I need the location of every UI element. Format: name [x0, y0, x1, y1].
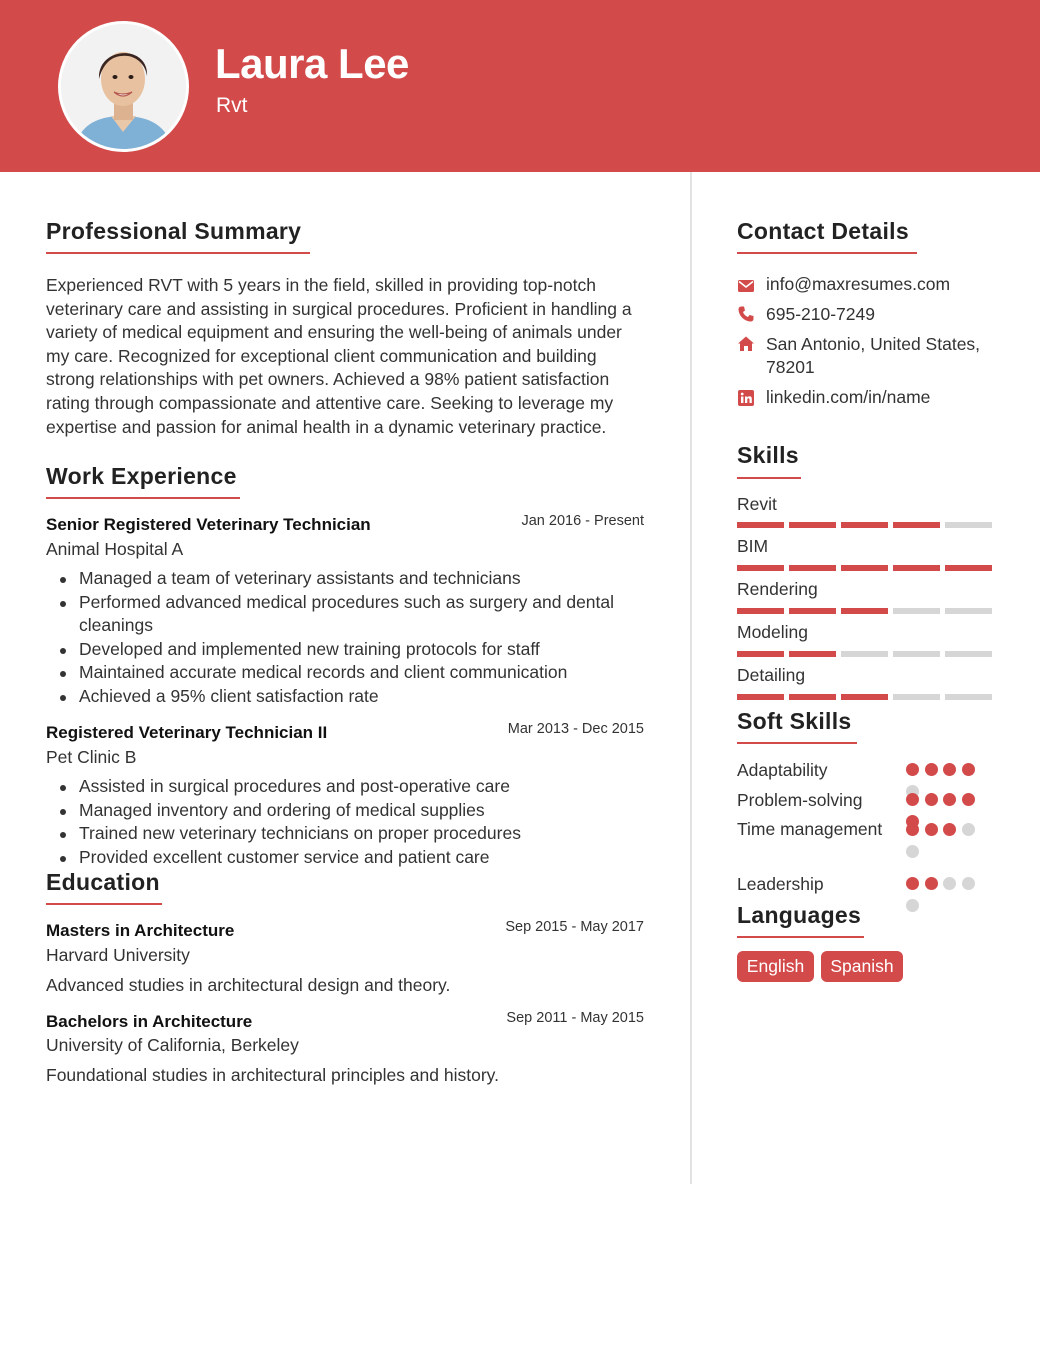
list-item: Provided excellent customer service and patient care: [46, 846, 646, 870]
job-title: Registered Veterinary Technician II: [46, 723, 328, 742]
linkedin-link[interactable]: linkedin.com/in/name: [766, 387, 931, 407]
skill-segment: [893, 608, 940, 614]
skill-segment: [737, 651, 784, 657]
job-organization: Pet Clinic B: [46, 747, 137, 767]
job-date: Jan 2016 - Present: [521, 513, 644, 529]
skill-segment: [841, 651, 888, 657]
language-badge: Spanish: [821, 951, 903, 982]
skill-name: Modeling: [737, 622, 809, 642]
skill-segment: [737, 694, 784, 700]
skill-segment: [945, 651, 992, 657]
list-item: Trained new veterinary technicians on proper procedures: [46, 822, 646, 846]
phone-number: 695-210-7249: [766, 304, 875, 324]
school-name: Harvard University: [46, 945, 190, 965]
list-item: Maintained accurate medical records and client communication: [46, 661, 646, 685]
list-item: Performed advanced medical procedures such as surgery and dental cleanings: [46, 591, 646, 638]
phone-icon: [737, 305, 755, 323]
degree-description: Foundational studies in architectural principles and history.: [46, 1065, 499, 1085]
header-banner: [0, 0, 1040, 172]
skills-underline: [737, 477, 801, 479]
degree-date: Sep 2011 - May 2015: [506, 1010, 644, 1026]
skills-heading: Skills: [737, 442, 799, 468]
soft-skill-name: Leadership: [737, 874, 824, 894]
avatar: [58, 21, 189, 152]
envelope-icon: [737, 277, 755, 295]
skill-name: Revit: [737, 494, 777, 514]
skill-segment: [945, 522, 992, 528]
list-item: Managed a team of veterinary assistants and technicians: [46, 567, 646, 591]
skill-level-bar: [737, 522, 993, 528]
rating-dot: [925, 823, 938, 836]
skill-segment: [789, 694, 836, 700]
rating-dot: [962, 877, 975, 890]
languages-underline: [737, 936, 864, 938]
skill-segment: [737, 608, 784, 614]
degree-title: Masters in Architecture: [46, 921, 235, 940]
linkedin-icon: [737, 389, 755, 407]
job-bullets: [46, 567, 646, 709]
rating-dot: [962, 823, 975, 836]
skill-segment: [737, 522, 784, 528]
job-organization: Animal Hospital A: [46, 539, 184, 559]
work-underline: [46, 497, 240, 499]
profile-photo-icon: [61, 24, 186, 149]
rating-dot: [906, 763, 919, 776]
rating-dot: [925, 793, 938, 806]
job-date: Mar 2013 - Dec 2015: [507, 721, 644, 737]
skill-segment: [841, 694, 888, 700]
skill-level-bar: [737, 651, 993, 657]
degree-description: Advanced studies in architectural design and theory.: [46, 975, 451, 995]
skill-segment: [893, 651, 940, 657]
education-heading: Education: [46, 869, 160, 895]
job-title: Senior Registered Veterinary Technician: [46, 515, 371, 534]
list-item: Assisted in surgical procedures and post-operative care: [46, 775, 646, 799]
rating-dot: [906, 899, 919, 912]
degree-date: Sep 2015 - May 2017: [505, 919, 644, 935]
rating-dot: [962, 793, 975, 806]
list-item: Managed inventory and ordering of medical supplies: [46, 799, 646, 823]
skill-segment: [893, 694, 940, 700]
skill-segment: [893, 565, 940, 571]
soft-skill-name: Time management: [737, 819, 883, 839]
rating-dot: [943, 823, 956, 836]
skill-segment: [893, 522, 940, 528]
skill-segment: [945, 565, 992, 571]
languages-heading: Languages: [737, 902, 862, 928]
home-icon: [737, 335, 755, 353]
rating-dot: [943, 793, 956, 806]
rating-dot: [943, 763, 956, 776]
skill-segment: [841, 565, 888, 571]
skill-segment: [789, 608, 836, 614]
soft-skill-name: Problem-solving: [737, 790, 863, 810]
contact-heading: Contact Details: [737, 218, 909, 244]
list-item: Achieved a 95% client satisfaction rate: [46, 685, 646, 709]
column-divider: [690, 172, 692, 1184]
skill-level-bar: [737, 565, 993, 571]
job-bullets: [46, 775, 646, 869]
list-item: Developed and implemented new training protocols for staff: [46, 638, 646, 662]
soft-skills-heading: Soft Skills: [737, 708, 852, 734]
skill-segment: [841, 522, 888, 528]
skill-segment: [945, 608, 992, 614]
rating-dot: [925, 877, 938, 890]
contact-underline: [737, 252, 917, 254]
degree-title: Bachelors in Architecture: [46, 1012, 253, 1031]
skill-segment: [789, 565, 836, 571]
skill-segment: [789, 522, 836, 528]
skill-level-bar: [737, 694, 993, 700]
skill-name: Detailing: [737, 665, 806, 685]
soft-skills-underline: [737, 742, 857, 744]
candidate-role: Rvt: [216, 94, 248, 117]
rating-dot: [906, 877, 919, 890]
skill-name: BIM: [737, 536, 769, 556]
skill-segment: [945, 694, 992, 700]
address: San Antonio, United States, 78201: [766, 334, 981, 377]
skill-segment: [789, 651, 836, 657]
rating-dot: [906, 845, 919, 858]
candidate-name: Laura Lee: [215, 40, 409, 87]
education-underline: [46, 903, 162, 905]
summary-heading: Professional Summary: [46, 218, 302, 244]
rating-dot: [943, 877, 956, 890]
rating-dot: [906, 793, 919, 806]
rating-dot: [906, 823, 919, 836]
rating-dot: [962, 763, 975, 776]
summary-text: Experienced RVT with 5 years in the field, skilled in providing top-notch veterinary care and assisting in surgical procedures. Proficient in handling a variety of medical equipment and ensuring the well-being of animals under my care. Recognized for exceptional client communication and building strong relationships with pet owners. Achieved a 98% patient satisfaction rating through compassionate and attentive care. Seeking to leverage my expertise and passion for animal health in a dynamic veterinary practice.: [46, 275, 632, 437]
summary-underline: [46, 252, 310, 254]
email-link[interactable]: info@maxresumes.com: [766, 274, 951, 294]
work-heading: Work Experience: [46, 463, 237, 489]
skill-name: Rendering: [737, 579, 818, 599]
school-name: University of California, Berkeley: [46, 1035, 299, 1055]
skill-segment: [737, 565, 784, 571]
rating-dot: [925, 763, 938, 776]
language-badge: English: [737, 951, 814, 982]
skill-level-bar: [737, 608, 993, 614]
soft-skill-name: Adaptability: [737, 760, 828, 780]
skill-segment: [841, 608, 888, 614]
